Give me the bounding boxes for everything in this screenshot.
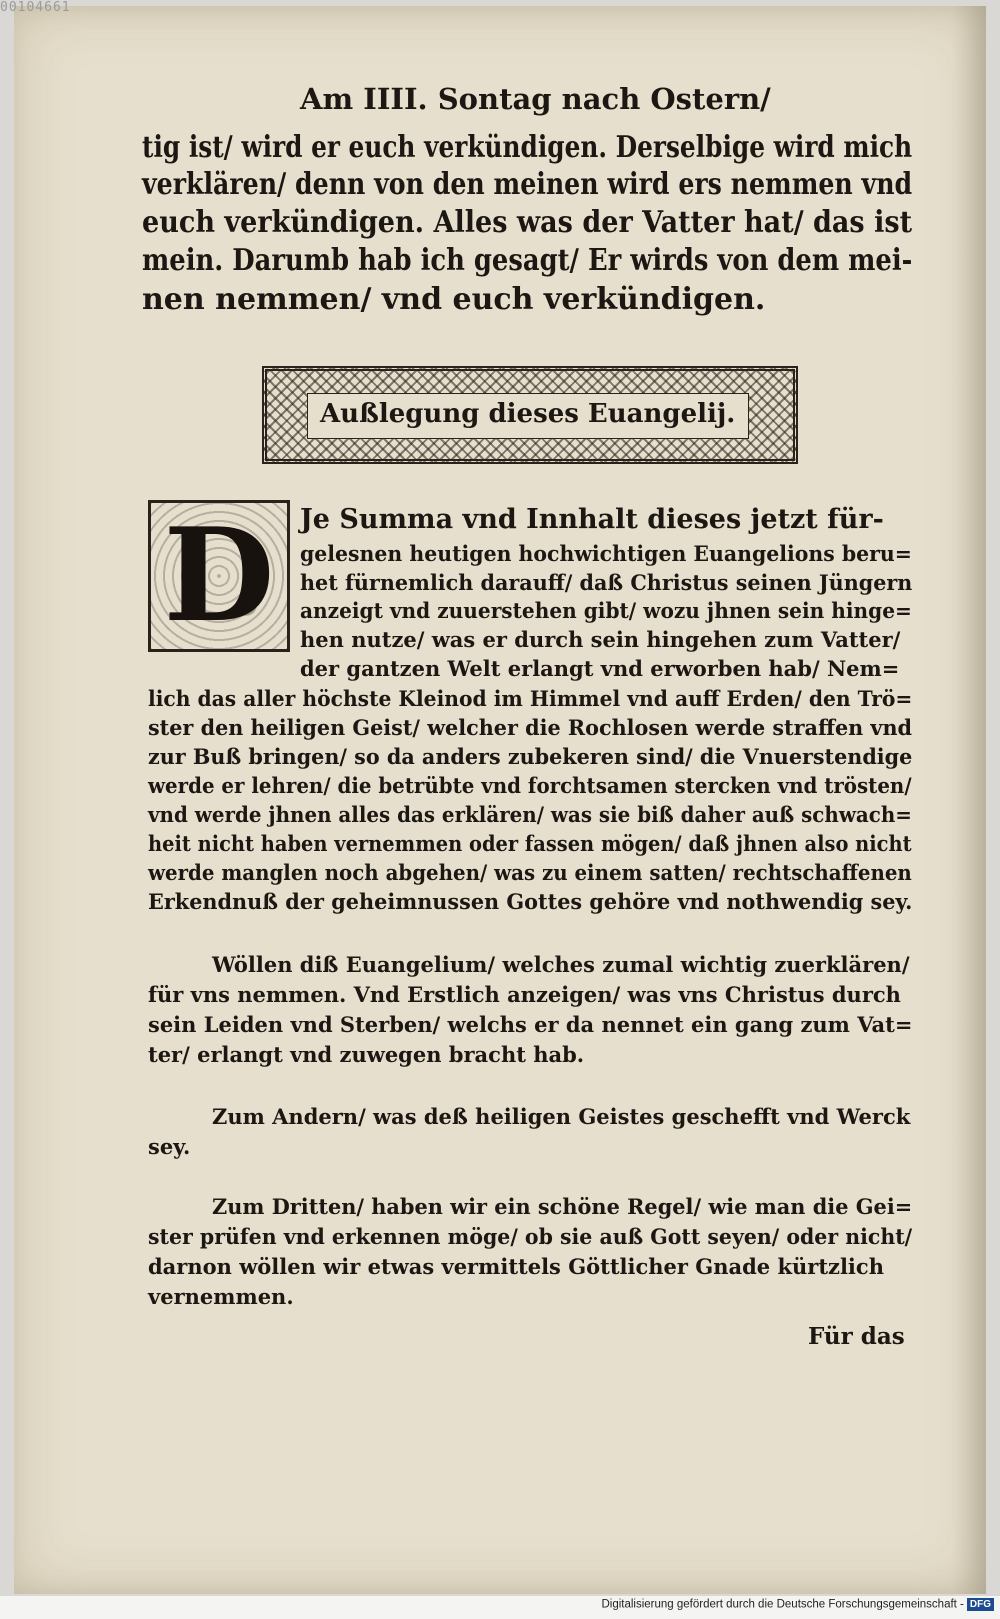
scripture-line: tig ist/ wird er euch verkündigen. Derselbige wird mich bbox=[142, 130, 913, 165]
paragraph-4-line: vernemmen. bbox=[148, 1284, 294, 1309]
body-line: gelesnen heutigen hochwichtigen Euangelions beru= bbox=[300, 541, 912, 566]
body-line: ster den heiligen Geist/ welcher die Rochlosen werde straffen vnd bbox=[148, 715, 913, 740]
running-head: Am IIII. Sontag nach Ostern/ bbox=[300, 82, 771, 116]
dfg-logo-badge: DFG bbox=[967, 1598, 994, 1611]
heading-band bbox=[307, 393, 749, 439]
section-heading: Außlegung dieses Euangelij. bbox=[320, 399, 736, 429]
paragraph-3-line: sey. bbox=[148, 1134, 191, 1159]
body-line: heit nicht haben vernemmen oder fassen mögen/ daß jhnen also nicht bbox=[148, 831, 912, 856]
page-edge-shadow bbox=[952, 6, 986, 1594]
body-line: zur Buß bringen/ so da anders zubekeren sind/ die Vnuerstendige bbox=[148, 744, 913, 769]
body-line: der gantzen Welt erlangt vnd erworben hab/ Nem= bbox=[300, 656, 900, 681]
body-line: het fürnemlich darauff/ daß Christus seinen Jüngern bbox=[300, 570, 913, 595]
paragraph-4-line: darnon wöllen wir etwas vermittels Göttlicher Gnade kürtzlich bbox=[148, 1254, 884, 1279]
archive-id: 00104661 bbox=[0, 0, 71, 15]
body-line: hen nutze/ was er durch sein hingehen zum Vatter/ bbox=[300, 627, 901, 652]
body-line: vnd werde jhnen alles das erklären/ was sie biß daher auß schwach= bbox=[148, 802, 912, 827]
body-line: Je Summa vnd Innhalt dieses jetzt für- bbox=[300, 504, 884, 535]
initial-letter: D bbox=[163, 501, 275, 651]
scripture-line: euch verkündigen. Alles was der Vatter hat/ das ist bbox=[142, 205, 913, 240]
body-line: werde er lehren/ die betrübte vnd forchtsamen stercken vnd trösten/ bbox=[148, 773, 912, 798]
body-line: Erkendnuß der geheimnussen Gottes gehöre vnd nothwendig sey. bbox=[148, 889, 913, 914]
paragraph-2-line: ter/ erlangt vnd zuwegen bracht hab. bbox=[148, 1042, 585, 1067]
paragraph-2-line: für vns nemmen. Vnd Erstlich anzeigen/ was vns Christus durch bbox=[148, 982, 901, 1007]
footer-text: Digitalisierung gefördert durch die Deutsche Forschungsgemeinschaft - bbox=[601, 1598, 964, 1611]
scripture-line: verklären/ denn von den meinen wird ers nemmen vnd bbox=[142, 167, 913, 202]
paragraph-2-line: sein Leiden vnd Sterben/ welchs er da nennet ein gang zum Vat= bbox=[148, 1012, 913, 1037]
body-line: anzeigt vnd zuuerstehen gibt/ wozu jhnen sein hinge= bbox=[300, 598, 912, 623]
ornamental-heading-frame bbox=[262, 366, 798, 464]
paragraph-4-line: ster prüfen vnd erkennen möge/ ob sie auß Gott seyen/ oder nicht/ bbox=[148, 1224, 913, 1249]
scripture-line: nen nemmen/ vnd euch verkündigen. bbox=[142, 282, 766, 317]
catchword: Für das bbox=[808, 1323, 905, 1350]
scripture-line: mein. Darumb hab ich gesagt/ Er wirds von dem mei- bbox=[142, 243, 913, 278]
body-line: lich das aller höchste Kleinod im Himmel vnd auff Erden/ den Trö= bbox=[148, 686, 913, 711]
footer-credit bbox=[601, 1598, 994, 1611]
body-line: werde manglen noch abgehen/ was zu einem satten/ rechtschaffenen bbox=[148, 860, 912, 885]
paragraph-4-line: Zum Dritten/ haben wir ein schöne Regel/ wie man die Gei= bbox=[212, 1194, 913, 1219]
paragraph-3-line: Zum Andern/ was deß heiligen Geistes geschefft vnd Werck bbox=[212, 1104, 911, 1129]
decorated-initial bbox=[148, 500, 290, 652]
paragraph-2-line: Wöllen diß Euangelium/ welches zumal wichtig zuerklären/ bbox=[212, 952, 910, 977]
